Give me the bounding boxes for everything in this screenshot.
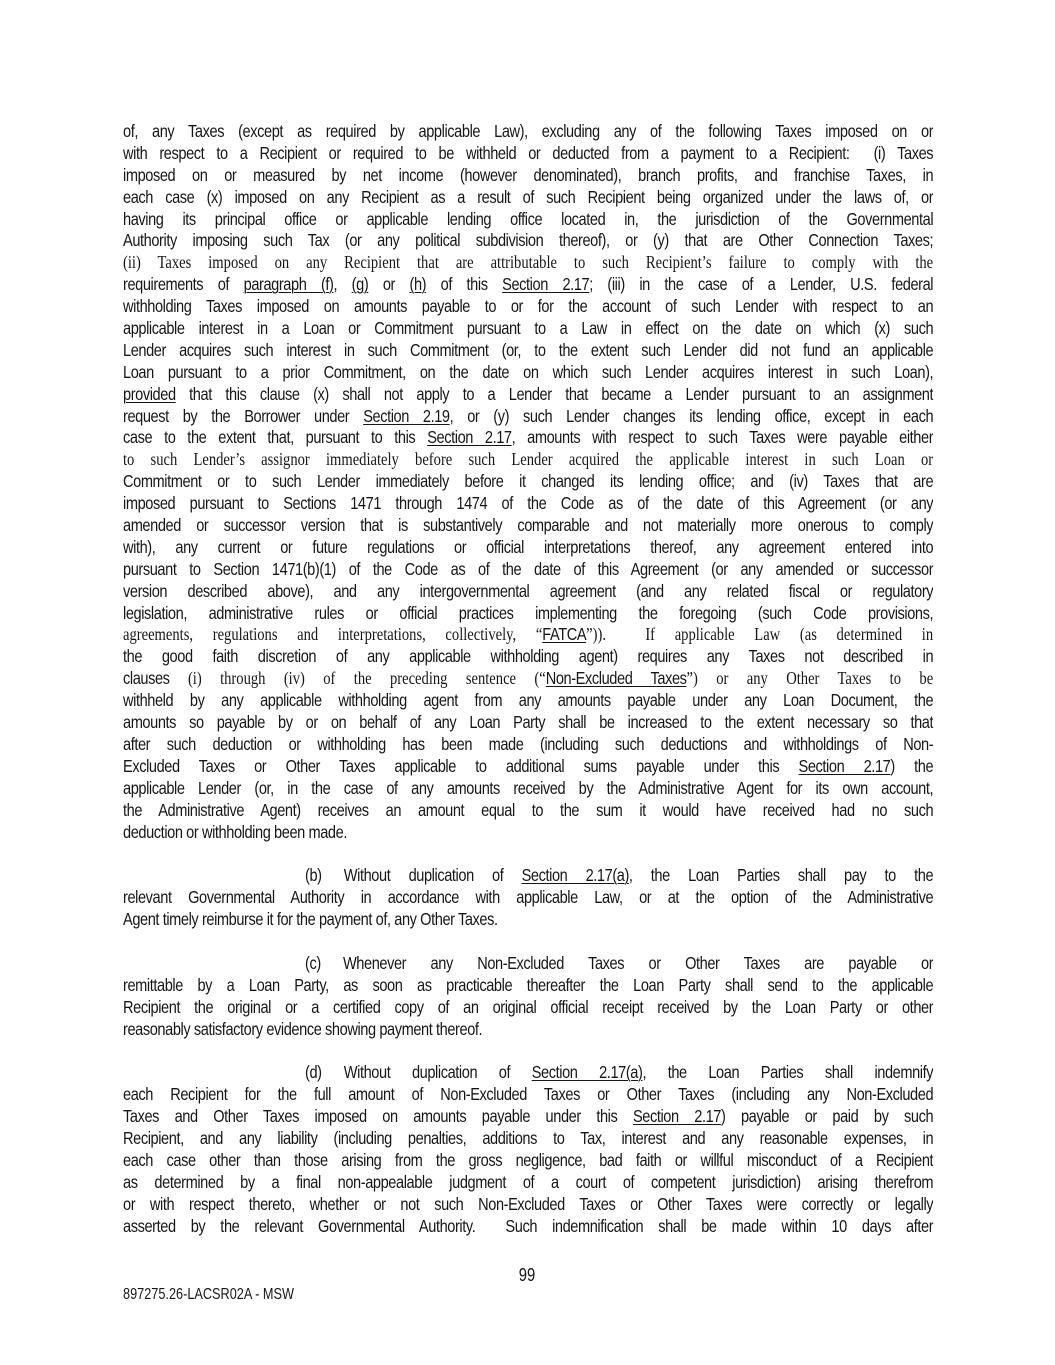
text-run: with respect to a Recipient or required to be withheld or deducted from a payment to a Recipient: (i) Taxes <box>123 142 934 163</box>
tab-indent <box>322 1077 344 1078</box>
text-line <box>123 252 933 274</box>
text-line <box>123 121 933 143</box>
text-run: (i) through (iv) of the preceding sentence (“ <box>187 668 546 689</box>
text-run: version described above), and any intergovernmental agreement (and any related fiscal or regulatory <box>123 580 934 601</box>
text-line <box>123 384 933 406</box>
text-run: imposed pursuant to Sections 1471 through 1474 of the Code as of the date of this Agreement (or any <box>123 493 934 514</box>
text-run: to such Lender’s assignor immediately before such Lender acquired the applicable interest in such Loan or <box>123 449 934 470</box>
document-id-text: 897275.26-LACSR02A - MSW <box>123 1286 294 1303</box>
text-line <box>123 1216 933 1238</box>
text-line <box>123 187 933 209</box>
text-line <box>123 1150 933 1172</box>
text-line <box>123 1128 933 1150</box>
text-run: Agent timely reimburse it for the payment of, any Other Taxes. <box>123 909 498 930</box>
document-id <box>123 1285 332 1305</box>
text-run: , <box>333 274 352 295</box>
text-line <box>123 690 933 712</box>
text-line <box>123 646 933 668</box>
paragraph <box>123 865 933 931</box>
text-line <box>123 1062 933 1084</box>
text-run: Lender acquires such interest in such Commitment (or, to the extent such Lender did not fund an applicable <box>123 339 934 360</box>
text-run: , the Loan Parties shall pay to the <box>628 865 934 886</box>
text-run: of this <box>426 274 503 295</box>
text-line <box>123 1084 933 1106</box>
underlined-term: (h) <box>409 274 427 295</box>
text-run: or with respect thereto, whether or not such Non-Excluded Taxes or Other Taxes were correctly or legally <box>123 1193 934 1214</box>
underlined-term: (g) <box>351 274 369 295</box>
text-line <box>123 427 933 449</box>
text-line <box>123 1194 933 1216</box>
page-number-text: 99 <box>519 1265 536 1285</box>
text-line <box>123 1172 933 1194</box>
text-line <box>123 712 933 734</box>
text-run: (d) <box>305 1062 322 1083</box>
text-run: ”) or any Other Taxes to be <box>686 668 934 689</box>
text-line <box>123 624 933 646</box>
page-number <box>0 1264 1055 1286</box>
text-line <box>123 603 933 625</box>
text-line <box>123 406 933 428</box>
text-run: the good faith discretion of any applicable withholding agent) requires any Taxes not described in <box>123 646 934 667</box>
text-run: reasonably satisfactory evidence showing payment thereof. <box>123 1018 483 1039</box>
text-run: Loan pursuant to a prior Commitment, on the date on which such Lender acquires interest in such Loan), <box>123 361 934 382</box>
text-line <box>123 209 933 231</box>
text-line <box>123 756 933 778</box>
text-run: request by the Borrower under <box>123 405 364 426</box>
text-run: Recipient, and any liability (including penalties, additions to Tax, interest and any reasonable expenses, in <box>123 1127 934 1148</box>
text-line <box>123 997 933 1019</box>
text-line <box>123 668 933 690</box>
underlined-term: paragraph (f) <box>243 274 334 295</box>
text-run: Authority imposing such Tax (or any political subdivision thereof), or (y) that are Other Connection Taxes; <box>123 230 934 251</box>
text-line <box>123 340 933 362</box>
text-run: Recipient the original or a certified copy of an original official receipt received by the Loan Party or other <box>123 996 934 1017</box>
underlined-term: Section 2.17 <box>427 427 512 448</box>
text-run: asserted by the relevant Governmental Authority. Such indemnification shall be made within 10 days after <box>123 1215 934 1236</box>
text-run: of, any Taxes (except as required by applicable Law), excluding any of the following Taxes imposed on or <box>123 121 934 141</box>
text-line <box>123 909 933 931</box>
text-run: , or (y) such Lender changes its lending office, except in each <box>449 405 934 426</box>
text-run: Taxes and Other Taxes imposed on amounts payable under this <box>123 1106 633 1127</box>
tab-indent <box>322 880 344 881</box>
text-run: Whenever any Non-Excluded Taxes or Other Taxes are payable or <box>342 952 934 973</box>
underlined-term: Section 2.17 <box>632 1106 721 1127</box>
underlined-term: provided <box>123 383 176 404</box>
text-run: pursuant to Section 1471(b)(1) of the Code as of the date of this Agreement (or any amended or successor <box>123 558 934 579</box>
text-run: (c) <box>305 952 321 973</box>
text-run: applicable Lender (or, in the case of any amounts received by the Administrative Agent for its own account, <box>123 777 934 798</box>
tab-indent <box>123 880 305 881</box>
text-run: case to the extent that, pursuant to this <box>123 427 428 448</box>
text-line <box>123 515 933 537</box>
text-run: Commitment or to such Lender immediately before it changed its lending office; and (iv) Taxes that are <box>123 471 934 492</box>
text-run: that this clause (x) shall not apply to a Lender that became a Lender pursuant to an assignment <box>175 383 934 404</box>
text-run: requirements of <box>123 274 244 295</box>
text-run: after such deduction or withholding has been made (including such deductions and withholdings of Non- <box>123 733 934 754</box>
text-line <box>123 362 933 384</box>
text-run: each Recipient for the full amount of Non-Excluded Taxes or Other Taxes (including any Non-Excluded <box>123 1084 934 1105</box>
tab-indent <box>321 968 343 969</box>
text-run: each case (x) imposed on any Recipient as a result of such Recipient being organized under the laws of, or <box>123 186 934 207</box>
text-line <box>123 230 933 252</box>
text-line <box>123 143 933 165</box>
text-run: as determined by a final non-appealable judgment of a court of competent jurisdiction) arising therefrom <box>123 1171 934 1192</box>
text-run: having its principal office or applicable lending office located in, the jurisdiction of the Governmental <box>123 208 934 229</box>
text-run: , the Loan Parties shall indemnify <box>642 1062 934 1083</box>
text-run: deduction or withholding been made. <box>123 821 347 842</box>
underlined-term: Section 2.17(a) <box>521 865 629 886</box>
document-body <box>123 121 933 1237</box>
text-run: amended or successor version that is substantively comparable and not materially more onerous to comply <box>123 515 934 536</box>
text-line <box>123 1019 933 1041</box>
underlined-term: Non-Excluded Taxes <box>545 668 687 689</box>
text-run: each case other than those arising from the gross negligence, bad faith or willful misconduct of a Recipient <box>123 1149 934 1170</box>
text-run: , amounts with respect to such Taxes were payable either <box>511 427 934 448</box>
tab-indent <box>123 1077 305 1078</box>
text-line <box>123 822 933 844</box>
text-run: ) the <box>890 755 934 776</box>
underlined-term: Section 2.17 <box>798 755 891 776</box>
text-line <box>123 975 933 997</box>
text-line <box>123 559 933 581</box>
text-run: imposed on or measured by net income (however denominated), branch profits, and franchise Taxes, in <box>123 164 934 185</box>
text-line <box>123 953 933 975</box>
text-run: ”)). If applicable Law (as determined in <box>586 624 934 645</box>
text-run: Without duplication of <box>343 865 522 886</box>
text-line <box>123 537 933 559</box>
text-line <box>123 800 933 822</box>
text-run: (b) <box>305 865 322 886</box>
text-run: agreements, regulations and interpretations, collectively, “ <box>123 624 543 645</box>
text-run: Without duplication of <box>343 1062 532 1083</box>
text-line <box>123 296 933 318</box>
text-run: withholding Taxes imposed on amounts payable to or for the account of such Lender with respect to an <box>123 296 934 317</box>
text-run: legislation, administrative rules or official practices implementing the foregoing (such Code provisions, <box>123 602 934 623</box>
text-run: the Administrative Agent) receives an amount equal to the sum it would have received had no such <box>123 799 934 820</box>
text-line <box>123 887 933 909</box>
underlined-term: Section 2.17(a) <box>531 1062 643 1083</box>
text-line <box>123 493 933 515</box>
text-run: relevant Governmental Authority in accordance with applicable Law, or at the option of the Administrative <box>123 887 934 908</box>
text-run: ; (iii) in the case of a Lender, U.S. federal <box>589 274 934 295</box>
text-run: amounts so payable by or on behalf of any Loan Party shall be increased to the extent necessary so that <box>123 712 934 733</box>
text-line <box>123 471 933 493</box>
paragraph <box>123 121 933 843</box>
text-run: ) payable or paid by such <box>720 1106 934 1127</box>
underlined-term: Section 2.17 <box>502 274 590 295</box>
underlined-term: Section 2.19 <box>363 405 450 426</box>
text-line <box>123 1106 933 1128</box>
text-run: clauses <box>123 668 188 689</box>
text-run: remittable by a Loan Party, as soon as practicable thereafter the Loan Party shall send to the applicable <box>123 974 934 995</box>
text-run: withheld by any applicable withholding agent from any amounts payable under any Loan Document, the <box>123 690 934 711</box>
text-line <box>123 318 933 340</box>
text-line <box>123 581 933 603</box>
text-line <box>123 165 933 187</box>
text-run: Excluded Taxes or Other Taxes applicable to additional sums payable under this <box>123 755 799 776</box>
paragraph <box>123 953 933 1041</box>
text-run: applicable interest in a Loan or Commitment pursuant to a Law in effect on the date on which (x) such <box>123 318 934 339</box>
text-line <box>123 449 933 471</box>
text-line <box>123 734 933 756</box>
text-line <box>123 274 933 296</box>
underlined-term: FATCA <box>542 624 587 645</box>
text-line <box>123 778 933 800</box>
text-line <box>123 865 933 887</box>
paragraph <box>123 1062 933 1237</box>
text-run: or <box>368 274 410 295</box>
text-run: with), any current or future regulations or official interpretations thereof, any agreement entered into <box>123 536 934 557</box>
tab-indent <box>123 968 305 969</box>
text-run: (ii) Taxes imposed on any Recipient that are attributable to such Recipient’s failure to comply with the <box>123 252 934 273</box>
